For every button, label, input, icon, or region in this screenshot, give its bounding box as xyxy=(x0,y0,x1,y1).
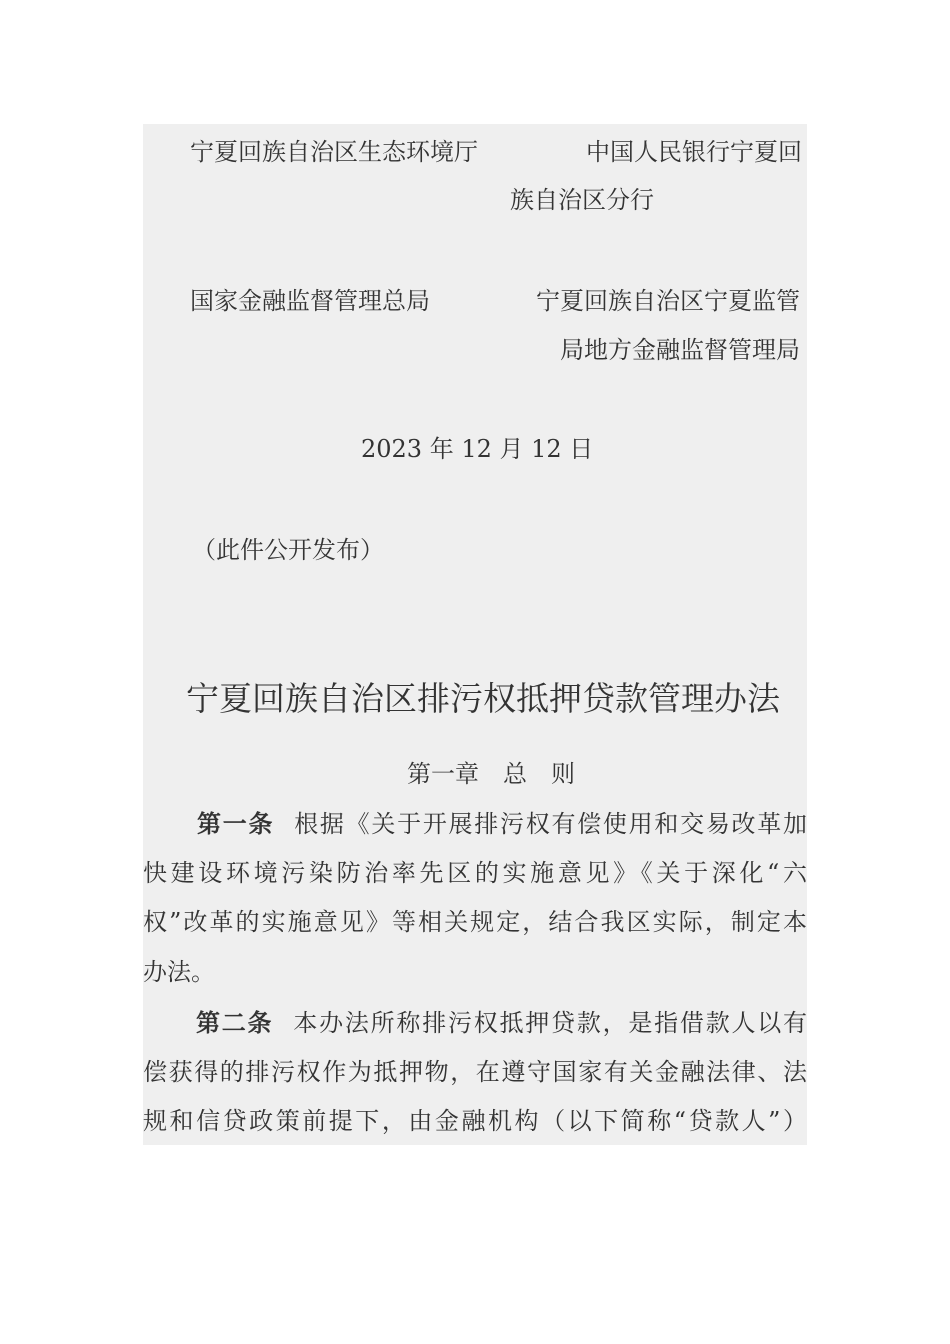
signatory-ningxia-regulator-line2: 局地方金融监督管理局 xyxy=(560,336,800,364)
article-1-line-4: 办法。 xyxy=(143,958,215,986)
article-2-line-1 xyxy=(143,1008,807,1038)
chapter-heading: 第一章 总 则 xyxy=(407,760,575,788)
article-1-text: 根据《关于开展排污权有偿使用和交易改革加 xyxy=(294,810,808,838)
publication-note: （此件公开发布） xyxy=(192,536,384,564)
document-title: 宁夏回族自治区排污权抵押贷款管理办法 xyxy=(186,679,780,718)
article-1-line-1 xyxy=(143,809,807,839)
article-2-text: 本办法所称排污权抵押贷款，是指借款人以有 xyxy=(293,1009,808,1037)
issue-date: 2023 年 12 月 12 日 xyxy=(361,435,594,463)
article-2-line-3: 规和信贷政策前提下，由金融机构（以下简称“贷款人”） xyxy=(143,1107,807,1135)
signatory-ecology-department: 宁夏回族自治区生态环境厅 xyxy=(190,138,478,166)
signatory-pboc-ningxia-line1: 中国人民银行宁夏回 xyxy=(586,138,802,166)
signatory-ningxia-regulator-line1: 宁夏回族自治区宁夏监管 xyxy=(536,287,800,315)
article-1-line-2: 快建设环境污染防治率先区的实施意见》《关于深化“六 xyxy=(143,859,807,887)
signatory-nfra: 国家金融监督管理总局 xyxy=(190,287,430,315)
document-page-region xyxy=(143,124,807,1145)
article-2-line-2: 偿获得的排污权作为抵押物，在遵守国家有关金融法律、法 xyxy=(143,1058,807,1086)
article-2-label: 第二条 xyxy=(196,1008,274,1037)
article-1-line-3: 权”改革的实施意见》等相关规定，结合我区实际，制定本 xyxy=(143,908,807,936)
signatory-pboc-ningxia-line2: 族自治区分行 xyxy=(510,186,654,214)
article-1-label: 第一条 xyxy=(197,809,275,838)
